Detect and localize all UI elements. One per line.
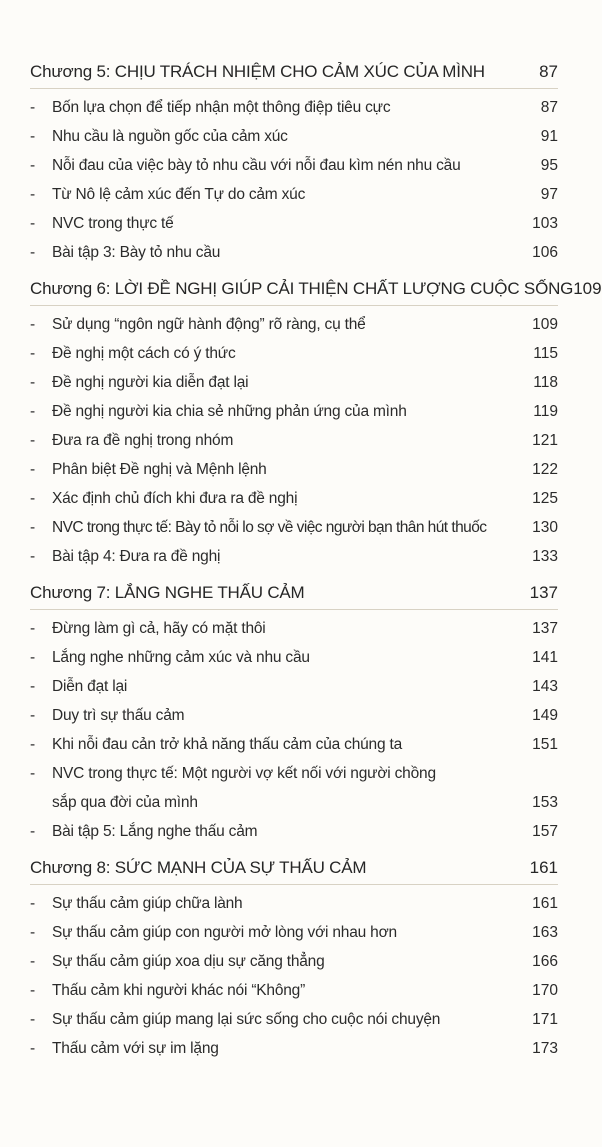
chapter-page-number: 137 bbox=[529, 583, 558, 602]
bullet-dash: - bbox=[30, 1011, 36, 1028]
entry-page: 143 bbox=[532, 678, 558, 695]
entry-text: Bài tập 5: Lắng nghe thấu cảm bbox=[52, 823, 258, 840]
entry-page: 151 bbox=[532, 736, 558, 753]
chapter-page-number: 109 bbox=[573, 279, 602, 298]
bullet-dash: - bbox=[30, 895, 36, 912]
entry-text: Bài tập 4: Đưa ra đề nghị bbox=[52, 548, 221, 565]
entry-page: 97 bbox=[540, 186, 558, 203]
toc-entry bbox=[30, 310, 558, 339]
bullet-dash: - bbox=[30, 765, 36, 782]
entry-page: 95 bbox=[540, 157, 558, 174]
entry-page: 121 bbox=[532, 432, 558, 449]
entry-page: 103 bbox=[532, 215, 558, 232]
entry-page: 157 bbox=[532, 823, 558, 840]
entry-text: Duy trì sự thấu cảm bbox=[52, 707, 185, 724]
entry-text: Đề nghị một cách có ý thức bbox=[52, 345, 236, 362]
entry-text: Sự thấu cảm giúp chữa lành bbox=[52, 895, 243, 912]
entry-page: 106 bbox=[532, 244, 558, 261]
table-of-contents bbox=[30, 56, 602, 1063]
entry-page: 91 bbox=[540, 128, 558, 145]
bullet-dash: - bbox=[30, 99, 36, 116]
toc-entry bbox=[30, 889, 558, 918]
entry-page: 173 bbox=[532, 1040, 558, 1057]
toc-entry bbox=[30, 1034, 558, 1063]
toc-entry bbox=[30, 513, 558, 542]
toc-entry bbox=[30, 455, 558, 484]
chapter-title: Chương 6: LỜI ĐỀ NGHỊ GIÚP CẢI THIỆN CHẤT LƯỢNG CUỘC SỐNG bbox=[30, 279, 574, 298]
chapter-title: Chương 5: CHỊU TRÁCH NHIỆM CHO CẢM XÚC CỦA MÌNH bbox=[30, 62, 485, 81]
toc-entry bbox=[30, 730, 558, 759]
bullet-dash: - bbox=[30, 924, 36, 941]
bullet-dash: - bbox=[30, 953, 36, 970]
toc-entry bbox=[30, 1005, 558, 1034]
bullet-dash: - bbox=[30, 519, 36, 536]
entry-page: 163 bbox=[532, 924, 558, 941]
toc-entry bbox=[30, 238, 558, 267]
bullet-dash: - bbox=[30, 157, 36, 174]
bullet-dash: - bbox=[30, 374, 36, 391]
entry-text: Lắng nghe những cảm xúc và nhu cầu bbox=[52, 649, 310, 666]
entry-page: 125 bbox=[532, 490, 558, 507]
bullet-dash: - bbox=[30, 128, 36, 145]
entry-page: 149 bbox=[532, 707, 558, 724]
entry-text: Phân biệt Đề nghị và Mệnh lệnh bbox=[52, 461, 267, 478]
entry-text: NVC trong thực tế: Bày tỏ nỗi lo sợ về việc người bạn thân hút thuốc bbox=[52, 519, 487, 536]
entry-page: 115 bbox=[533, 345, 558, 362]
chapter-title: Chương 8: SỨC MẠNH CỦA SỰ THẤU CẢM bbox=[30, 858, 367, 877]
chapter-heading-6 bbox=[30, 273, 602, 306]
entry-text: Thấu cảm khi người khác nói “Không” bbox=[52, 982, 306, 999]
entry-text: Bài tập 3: Bày tỏ nhu cầu bbox=[52, 244, 221, 261]
entry-text: Từ Nô lệ cảm xúc đến Tự do cảm xúc bbox=[52, 186, 306, 203]
entry-page: 153 bbox=[532, 794, 558, 811]
entry-text: Sử dụng “ngôn ngữ hành động” rõ ràng, cụ thể bbox=[52, 316, 366, 333]
bullet-dash: - bbox=[30, 215, 36, 232]
chapter-heading-5 bbox=[30, 56, 558, 89]
bullet-dash: - bbox=[30, 736, 36, 753]
entry-text: Bốn lựa chọn để tiếp nhận một thông điệp tiêu cực bbox=[52, 99, 391, 116]
bullet-dash: - bbox=[30, 432, 36, 449]
entry-page: 161 bbox=[532, 895, 558, 912]
entry-text: Đề nghị người kia diễn đạt lại bbox=[52, 374, 249, 391]
entry-text: Sự thấu cảm giúp con người mở lòng với nhau hơn bbox=[52, 924, 397, 941]
entry-page: 118 bbox=[533, 374, 558, 391]
toc-entry bbox=[30, 368, 558, 397]
entry-text: Khi nỗi đau cản trở khả năng thấu cảm của chúng ta bbox=[52, 736, 403, 753]
chapter-page-number: 87 bbox=[539, 62, 558, 81]
entry-page: 133 bbox=[532, 548, 558, 565]
bullet-dash: - bbox=[30, 403, 36, 420]
chapter-page-number: 161 bbox=[529, 858, 558, 877]
entry-text: sắp qua đời của mình bbox=[52, 794, 198, 811]
chapter-title: Chương 7: LẮNG NGHE THẤU CẢM bbox=[30, 583, 305, 602]
toc-entry bbox=[30, 817, 558, 846]
entry-page: 137 bbox=[532, 620, 558, 637]
toc-entry bbox=[30, 672, 558, 701]
toc-entry-continuation bbox=[30, 788, 558, 817]
entry-page: 166 bbox=[532, 953, 558, 970]
chapter-heading-7 bbox=[30, 577, 558, 610]
entry-text: Nhu cầu là nguồn gốc của cảm xúc bbox=[52, 128, 288, 145]
entry-text: Thấu cảm với sự im lặng bbox=[52, 1040, 219, 1057]
entry-page: 141 bbox=[532, 649, 558, 666]
entry-text: Đưa ra đề nghị trong nhóm bbox=[52, 432, 234, 449]
toc-entry bbox=[30, 614, 558, 643]
toc-entry bbox=[30, 484, 558, 513]
toc-entry bbox=[30, 209, 558, 238]
entry-page: 170 bbox=[532, 982, 558, 999]
bullet-dash: - bbox=[30, 316, 36, 333]
toc-entry bbox=[30, 339, 558, 368]
toc-entry bbox=[30, 976, 558, 1005]
bullet-dash: - bbox=[30, 1040, 36, 1057]
entry-page: 171 bbox=[532, 1011, 558, 1028]
entry-page: 87 bbox=[540, 99, 558, 116]
toc-entry bbox=[30, 701, 558, 730]
bullet-dash: - bbox=[30, 982, 36, 999]
bullet-dash: - bbox=[30, 620, 36, 637]
bullet-dash: - bbox=[30, 649, 36, 666]
bullet-dash: - bbox=[30, 678, 36, 695]
bullet-dash: - bbox=[30, 345, 36, 362]
toc-entry bbox=[30, 151, 558, 180]
toc-entry bbox=[30, 180, 558, 209]
entry-text: Xác định chủ đích khi đưa ra đề nghị bbox=[52, 490, 298, 507]
entry-text: Diễn đạt lại bbox=[52, 678, 128, 695]
bullet-dash: - bbox=[30, 186, 36, 203]
bullet-dash: - bbox=[30, 548, 36, 565]
toc-entry bbox=[30, 918, 558, 947]
bullet-dash: - bbox=[30, 461, 36, 478]
entry-text: Đề nghị người kia chia sẻ những phản ứng của mình bbox=[52, 403, 407, 420]
chapter-heading-8 bbox=[30, 852, 558, 885]
toc-entry bbox=[30, 759, 558, 788]
bullet-dash: - bbox=[30, 490, 36, 507]
entry-text: Nỗi đau của việc bày tỏ nhu cầu với nỗi đau kìm nén nhu cầu bbox=[52, 157, 461, 174]
entry-text: NVC trong thực tế bbox=[52, 215, 174, 232]
toc-entry bbox=[30, 93, 558, 122]
entry-page: 109 bbox=[532, 316, 558, 333]
entry-text: Đừng làm gì cả, hãy có mặt thôi bbox=[52, 620, 266, 637]
toc-entry bbox=[30, 122, 558, 151]
toc-entry bbox=[30, 426, 558, 455]
toc-entry bbox=[30, 947, 558, 976]
bullet-dash: - bbox=[30, 244, 36, 261]
toc-entry bbox=[30, 643, 558, 672]
bullet-dash: - bbox=[30, 823, 36, 840]
entry-text: Sự thấu cảm giúp xoa dịu sự căng thẳng bbox=[52, 953, 325, 970]
entry-text: NVC trong thực tế: Một người vợ kết nối với người chồng bbox=[52, 765, 436, 782]
entry-page: 122 bbox=[532, 461, 558, 478]
bullet-dash: - bbox=[30, 707, 36, 724]
toc-entry bbox=[30, 397, 558, 426]
entry-page: 130 bbox=[532, 519, 558, 536]
entry-text: Sự thấu cảm giúp mang lại sức sống cho cuộc nói chuyện bbox=[52, 1011, 441, 1028]
entry-page: 119 bbox=[533, 403, 558, 420]
toc-entry bbox=[30, 542, 558, 571]
